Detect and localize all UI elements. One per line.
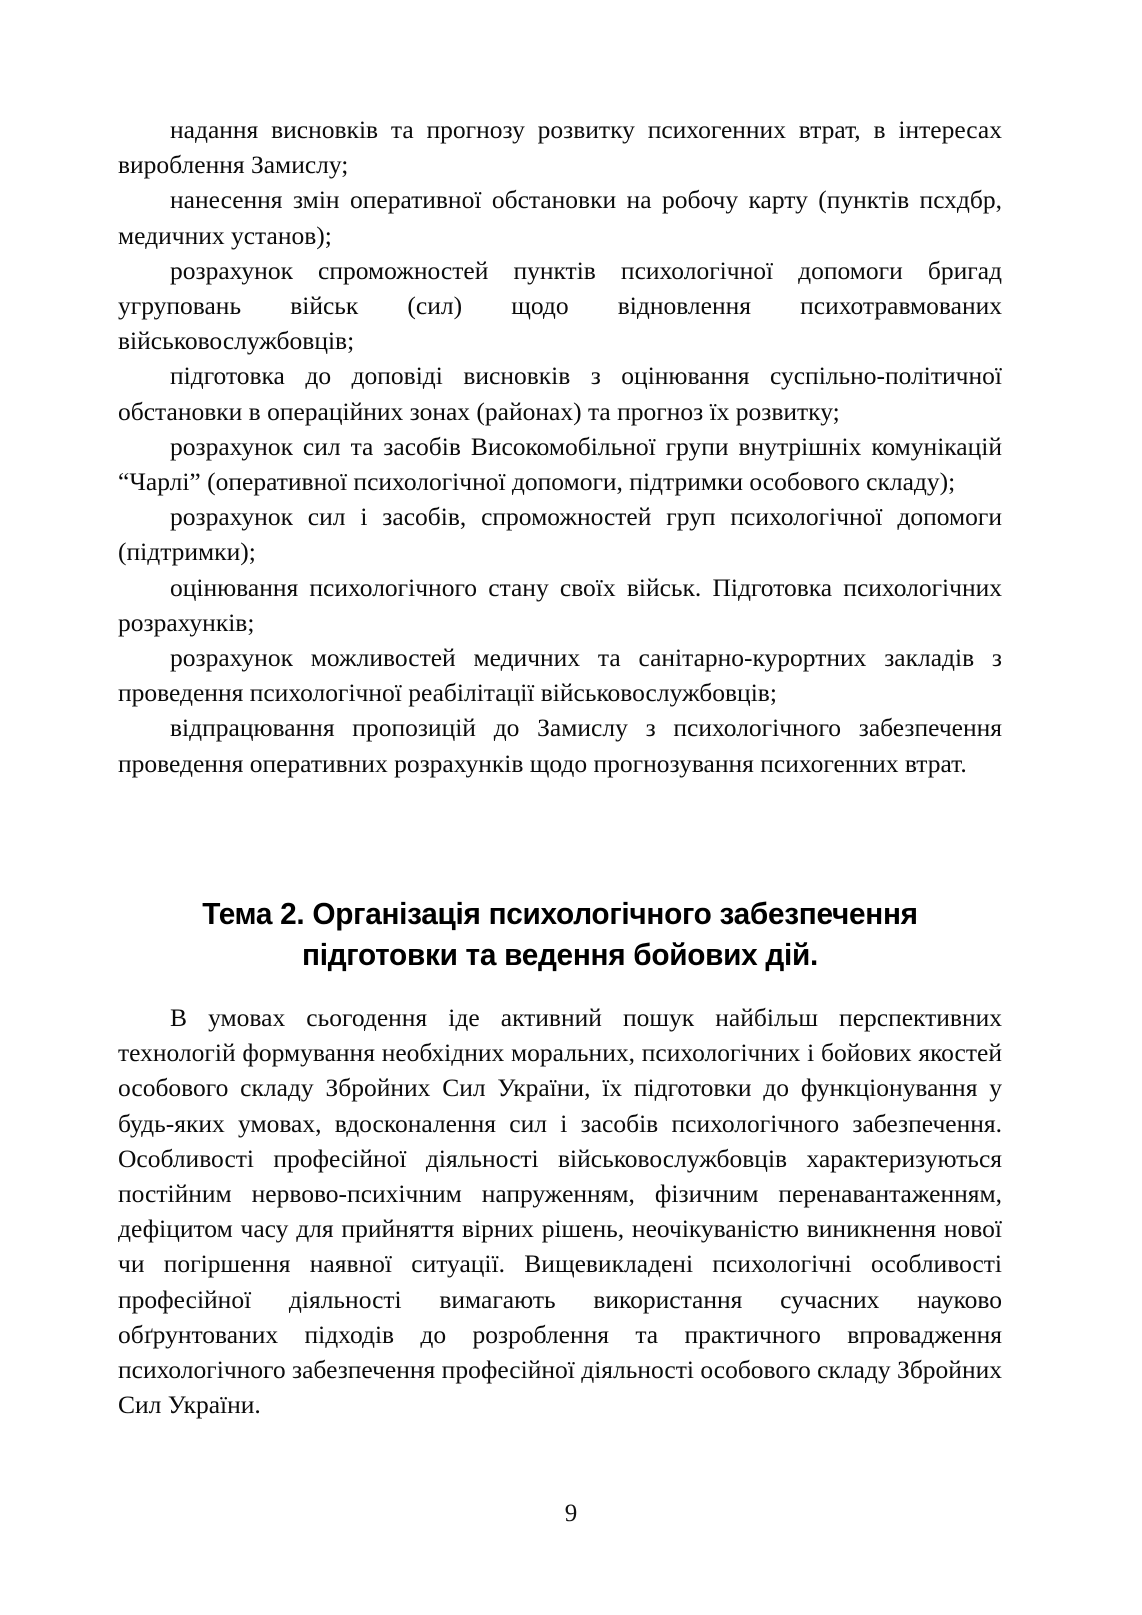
list-item: розрахунок сил та засобів Високомобільної групи внутрішніх комунікацій “Чарлі” (оперативної психологічної допомоги, підтримки особового складу); xyxy=(118,431,1002,497)
list-item: нанесення змін оперативної обстановки на робочу карту (пунктів псхдбр, медичних установ); xyxy=(118,185,1002,250)
list-item: розрахунок спроможностей пунктів психологічної допомоги бригад угруповань військ (сил) щодо відновлення психотравмованих військовослужбовців; xyxy=(118,255,1002,356)
list-item: розрахунок можливостей медичних та санітарно-курортних закладів з проведення психологічної реабілітації військовослужбовців; xyxy=(118,643,1002,708)
section-heading-line-1: Тема 2. Організація психологічного забезпечення xyxy=(202,896,918,931)
list-item: відпрацювання пропозицій до Замислу з психологічного забезпечення проведення оперативних розрахунків щодо прогнозування психогенних втрат. xyxy=(118,713,1002,778)
list-item: оцінювання психологічного стану своїх військ. Підготовка психологічних розрахунків; xyxy=(118,572,1002,637)
section-heading-line-2: підготовки та ведення бойових дій. xyxy=(302,937,818,972)
list-item: розрахунок сил і засобів, спроможностей груп психологічної допомоги (підтримки); xyxy=(118,502,1002,567)
list-item: надання висновків та прогнозу розвитку психогенних втрат, в інтересах вироблення Замислу; xyxy=(118,115,1002,180)
page-number: 9 xyxy=(564,1500,578,1527)
list-item: підготовка до доповіді висновків з оцінювання суспільно-політичної обстановки в операційних зонах (районах) та прогноз їх розвитку; xyxy=(118,361,1002,426)
section-heading xyxy=(118,893,1002,975)
body-paragraph: В умовах сьогодення іде активний пошук найбільш перспективних технологій формування необхідних моральних, психологічних і бойових якостей особового складу Збройних Сил України, їх підготовки до функціонування у будь-яких умовах, вдосконалення сил і засобів психологічного забезпечення. Особливості професійної діяльності військовослужбовців характеризуються постійним нервово-психічним напруженням, фізичним перенавантаженням, дефіцитом часу для прийняття вірних рішень, неочікуваністю виникнення нової чи погіршення наявної ситуації. Вищевикладені психологічні особливості професійної діяльності вимагають використання сучасних науково обґрунтованих підходів до розроблення та практичного впровадження психологічного забезпечення професійної діяльності особового складу Збройних Сил України. xyxy=(118,1003,1002,1420)
section-body xyxy=(118,1000,1002,1422)
upper-bullet-list xyxy=(118,112,1002,781)
